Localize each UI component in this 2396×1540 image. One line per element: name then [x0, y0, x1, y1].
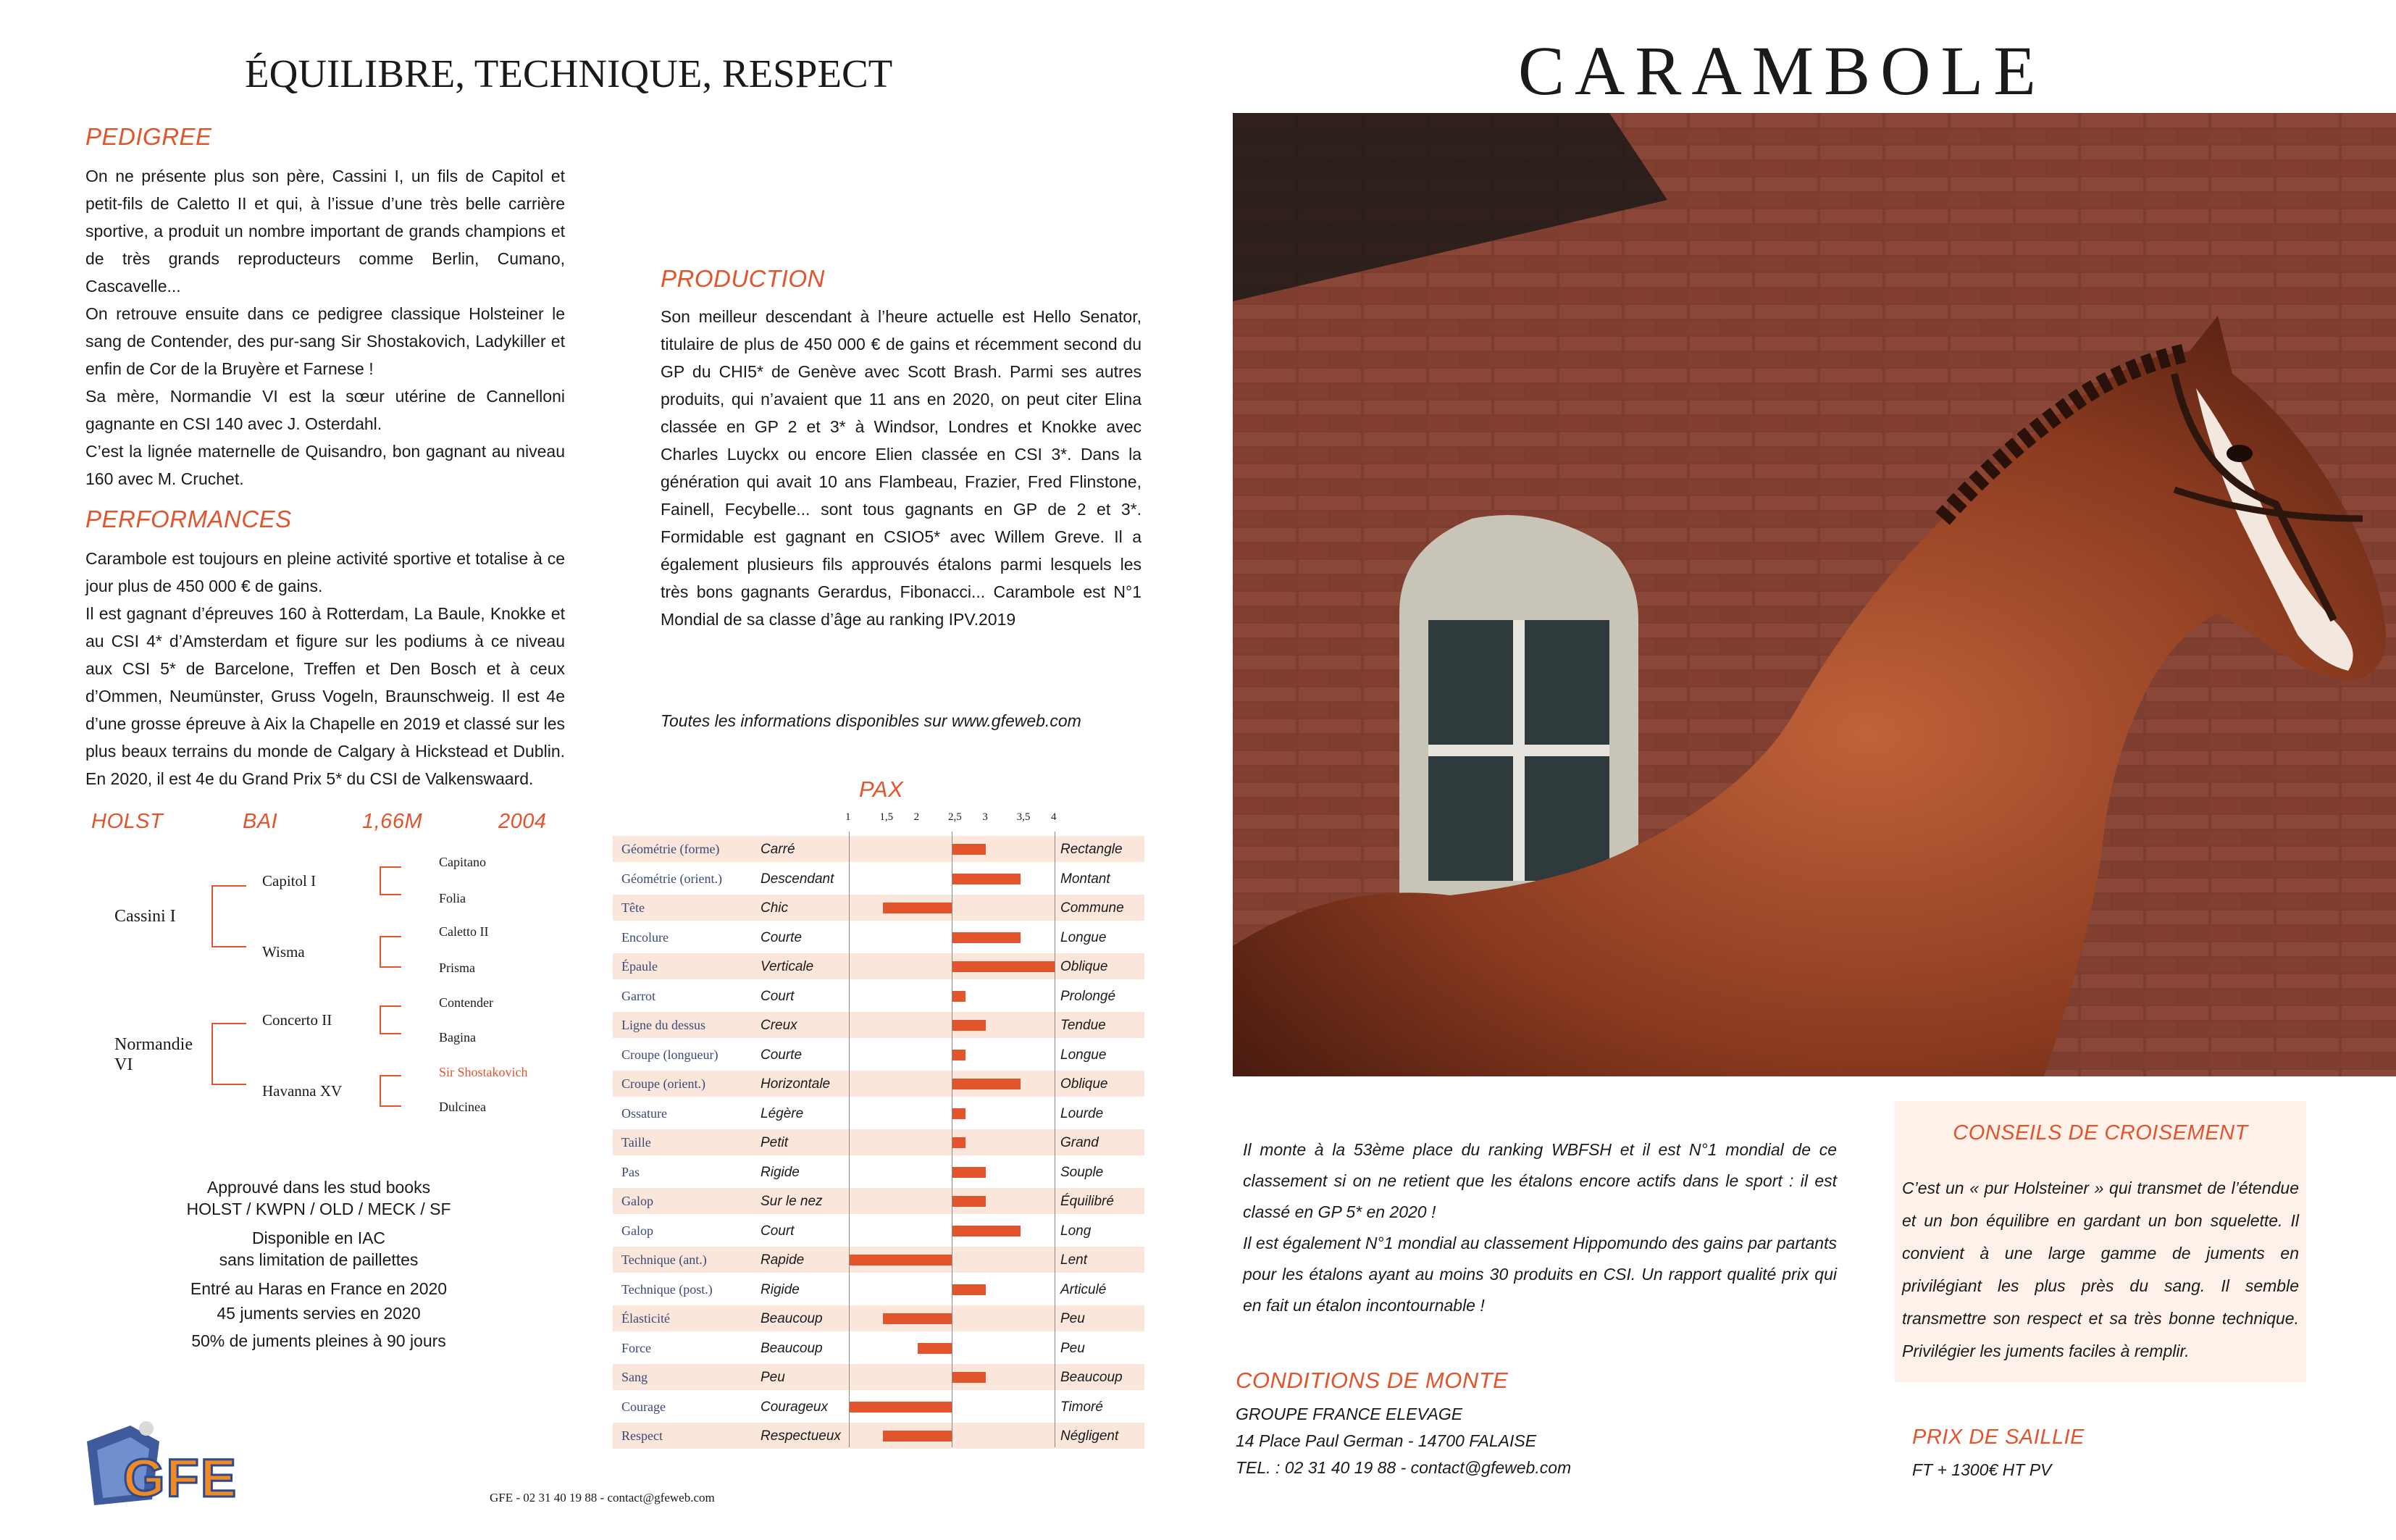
chart-row-left-term: Rapide [761, 1252, 805, 1268]
chart-row [613, 1423, 1144, 1449]
chart-tick-label: 3,5 [1016, 811, 1031, 823]
ranking-paragraph: Il est également N°1 mondial au classement Hippomundo des gains par partants pour les étalons ayant au moins 30 produits en CSI. Un rapport qualité prix qui en fait un étalon incontournable ! [1243, 1234, 1837, 1315]
chart-row-left-term: Courte [761, 1047, 803, 1063]
advice-text: C’est un « pur Holsteiner » qui transmet de l’étendue et un bon équilibre en gardant un bon squelette. Il convient à une large gamme de juments en privilégiant les plus près du sang. Il semble transmettre son respect et sa très bonne technique. Privilégier les juments faciles à remplir. [1902, 1179, 2299, 1360]
sire-bracket [211, 885, 223, 947]
pedigree-paragraph: On ne présente plus son père, Cassini I, un fils de Capitol et petit-fils de Caletto II et qui, à l’issue d’une très belle carrière sportive, a produit un nombre important de grands champions et de très grands reproducteurs comme Berlin, Cumano, Cascavelle... [85, 167, 565, 296]
height: 1,66M [362, 810, 423, 833]
chart-bar [918, 1343, 952, 1354]
chart-row-left-term: Respectueux [761, 1428, 841, 1444]
chart-bar [952, 1108, 965, 1119]
chart-row-right-term: Lent [1060, 1252, 1087, 1268]
chart-row-label: Ossature [621, 1105, 667, 1121]
chart-row-right-term: Long [1060, 1223, 1092, 1239]
page-subtitle: ÉQUILIBRE, TECHNIQUE, RESPECT [245, 51, 893, 96]
info-line: Toutes les informations disponibles sur www.gfeweb.com [661, 711, 1081, 730]
chart-row [613, 1305, 1144, 1331]
chart-tick-label: 2 [913, 811, 920, 823]
chart-bar [952, 1020, 986, 1031]
chart-row-label: Géométrie (orient.) [621, 871, 722, 886]
chart-row-label: Encolure [621, 929, 669, 945]
chart-row-label: Épaule [621, 959, 658, 974]
sire-sire-name: Capitol I [262, 872, 317, 890]
production-text: Son meilleur descendant à l’heure actuelle est Hello Senator, titulaire de plus de 450 000 € de gains et récemment second du GP du CHI5* de Genève avec Scott Brash. Parmi ses autres produits, qui n’avaient que 11 ans en 2020, on peut citer Elina classée en GP 2 et 3* à Windsor, Londres et Knokke avec Charles Luyckx ou encore Elien classée en CSI 3*. Dans la génération qui avait 10 ans Flambeau, Frazier, Fred Flinstone, Fainell, Fecybelle... sont tous gagnants en GP de 2 et 3*. Formidable est gagnant en CSIO5* avec Willem Greve. Il a également plusieurs fils approuvés étalons parmi lesquels les très bons gagnants Gerardus, Fibonacci... Carambole est N°1 Mondial de sa classe d’âge au ranking IPV.2019 [661, 307, 1142, 629]
chart-bar [952, 932, 1021, 943]
chart-row-left-term: Courageux [761, 1399, 828, 1415]
chart-row-label: Technique (post.) [621, 1281, 713, 1297]
chart-bar [952, 1079, 1021, 1089]
conditions-line: 14 Place Paul German - 14700 FALAISE [1236, 1431, 1537, 1450]
sire-dam-name: Wisma [262, 943, 305, 961]
footer-contact: GFE - 02 31 40 19 88 - contact@gfeweb.com [490, 1491, 715, 1505]
performances-paragraph: Carambole est toujours en pleine activité sportive et totalise à ce jour plus de 450 000 € de gains. [85, 549, 565, 595]
chart-row [613, 1071, 1144, 1097]
dam-dam-name: Havanna XV [262, 1082, 343, 1100]
sire-bracket-bottom [222, 946, 246, 947]
pedigree-text [85, 162, 565, 493]
chart-row [613, 953, 1144, 979]
chart-row-left-term: Peu [761, 1370, 785, 1385]
chart-tick-label: 3 [982, 811, 988, 823]
chart-row-label: Technique (ant.) [621, 1252, 707, 1267]
chart-bar [883, 903, 952, 913]
chart-bar [849, 1255, 952, 1265]
performances-paragraph: Il est gagnant d’épreuves 160 à Rotterdam, La Baule, Knokke et au CSI 4* d’Amsterdam et figure sur les podiums à ce niveau aux CSI 5* de Barcelone, Treffen et Den Bosch et à ceux d’Ommen, Neumünster, Gruss Vogeln, Braunschweig. Il est 4e d’une grosse épreuve à Aix la Chapelle en 2019 et classé sur les plus beaux terrains du monde de Calgary à Hickstead et Dublin. En 2020, il est 4e du Grand Prix 5* du CSI de Valkenswaard. [85, 604, 565, 788]
approval-line: Entré au Haras en France en 2020 [190, 1279, 448, 1298]
chart-bar [952, 991, 965, 1002]
chart-row [613, 983, 1144, 1009]
chart-bar [952, 961, 1055, 972]
chart-row-label: Ligne du dessus [621, 1018, 705, 1032]
g3-bracket-1 [380, 866, 401, 895]
performances-text-col1 [85, 545, 565, 788]
chart-row-right-term: Beaucoup [1060, 1370, 1123, 1385]
gfe-logo-text: GFE [123, 1448, 238, 1508]
chart-row-left-term: Court [761, 1223, 795, 1239]
production-heading: PRODUCTION [661, 265, 825, 292]
pedigree-paragraph: On retrouve ensuite dans ce pedigree classique Holsteiner le sang de Contender, des pur-sang Sir Shostakovich, Ladykiller et enfin de Cor de la Bruyère et Farnese ! [85, 304, 565, 378]
chart-row-right-term: Prolongé [1060, 988, 1116, 1004]
conditions-lines [1236, 1401, 1571, 1481]
chart-row-left-term: Beaucoup [761, 1340, 823, 1356]
chart-row-label: Croupe (longueur) [621, 1047, 719, 1062]
chart-row [613, 1364, 1144, 1390]
chart-bar [952, 874, 1021, 884]
chart-row-label: Pas [621, 1164, 640, 1179]
chart-tick-label: 1 [845, 811, 851, 823]
g3-name: Contender [439, 995, 493, 1010]
chart-row-left-term: Verticale [761, 959, 814, 974]
advice-heading: CONSEILS DE CROISEMENT [1953, 1121, 2248, 1144]
approval-line: sans limitation de paillettes [219, 1250, 419, 1269]
chart-row-left-term: Horizontale [761, 1076, 831, 1092]
approval-block [145, 1176, 493, 1355]
chart-row-label: Force [621, 1340, 651, 1355]
sire-name: Cassini I [114, 907, 176, 926]
ranking-paragraph: Il monte à la 53ème place du ranking WBFSH et il est N°1 mondial de ce classement si on ne retient que les étalons encore actifs dans le sport : il est classé en GP 5* en 2020 ! [1243, 1140, 1837, 1221]
chart-row-right-term: Timoré [1060, 1399, 1103, 1415]
chart-row [613, 1129, 1144, 1155]
chart-row-left-term: Chic [761, 900, 789, 916]
chart-row-label: Galop [621, 1194, 653, 1208]
chart-tick-label: 2,5 [948, 811, 962, 823]
horse-photo [1233, 113, 2396, 1076]
dam-bracket-bottom [222, 1084, 246, 1085]
approval-line: 45 juments servies en 2020 [217, 1304, 421, 1323]
chart-row-right-term: Oblique [1060, 959, 1108, 974]
chart-row-right-term: Équilibré [1060, 1194, 1114, 1209]
chart-tick-label: 4 [1051, 811, 1057, 823]
horse-name-title: CARAMBOLE [1518, 32, 2046, 109]
chart-row-right-term: Rectangle [1060, 842, 1123, 857]
chart-bar [952, 1167, 986, 1178]
chart-bar [952, 1226, 1021, 1236]
g3-bracket-2 [380, 936, 401, 968]
g3-name: Prisma [439, 961, 476, 975]
chart-row-right-term: Longue [1060, 929, 1107, 945]
chart-bar [952, 1137, 965, 1148]
chart-row-left-term: Rigide [761, 1164, 800, 1180]
performances-heading: PERFORMANCES [85, 506, 292, 532]
chart-row-left-term: Beaucoup [761, 1311, 823, 1326]
chart-row-right-term: Peu [1060, 1311, 1085, 1326]
approval-line: Approuvé dans les stud books [206, 1178, 431, 1197]
breed: HOLST [91, 810, 164, 833]
chart-title: PAX [859, 777, 904, 802]
chart-row-label: Courage [621, 1399, 666, 1414]
chart-row [613, 895, 1144, 921]
g3-bracket-3 [380, 1005, 401, 1034]
chart-row [613, 1188, 1144, 1214]
ranking-text [1243, 1134, 1837, 1321]
chart-row-label: Respect [621, 1428, 663, 1443]
pedigree-paragraph: C’est la lignée maternelle de Quisandro, bon gagnant au niveau 160 avec M. Cruchet. [85, 442, 565, 488]
chart-row-label: Tête [621, 900, 645, 915]
performances-continuation [661, 162, 1142, 245]
chart-row-right-term: Commune [1060, 900, 1124, 916]
chart-row-label: Sang [621, 1370, 648, 1384]
birth-year: 2004 [498, 810, 547, 833]
chart-row-right-term: Oblique [1060, 1076, 1108, 1092]
approval-line: HOLST / KWPN / OLD / MECK / SF [186, 1200, 451, 1218]
chart-row-right-term: Tendue [1060, 1018, 1106, 1033]
pedigree-paragraph: Sa mère, Normandie VI est la sœur utérine de Cannelloni gagnante en CSI 140 avec J. Osterdahl. [85, 387, 565, 433]
g3-name-highlight: Sir Shostakovich [439, 1065, 528, 1079]
chart-row-label: Élasticité [621, 1311, 670, 1326]
chart-row-left-term: Carré [761, 842, 795, 857]
pedigree-heading: PEDIGREE [85, 123, 212, 150]
chart-row-label: Garrot [621, 988, 655, 1003]
g3-name: Caletto II [439, 924, 489, 939]
chart-row-right-term: Lourde [1060, 1105, 1104, 1121]
chart-row-left-term: Petit [761, 1135, 789, 1150]
sire-bracket-top [222, 885, 246, 887]
chart-row [613, 1042, 1144, 1068]
chart-row [613, 836, 1144, 862]
chart-bar [883, 1431, 952, 1441]
chart-bar [952, 1050, 965, 1060]
chart-row [613, 1335, 1144, 1361]
chart-bar [952, 1196, 986, 1207]
chart-row-left-term: Légère [761, 1105, 804, 1121]
conditions-line: GROUPE FRANCE ELEVAGE [1236, 1405, 1463, 1423]
dam-bracket-top [222, 1023, 246, 1024]
chart-row-left-term: Rigide [761, 1281, 800, 1297]
chart-left-divider [849, 832, 850, 1447]
chart-row [613, 1276, 1144, 1302]
chart-row [613, 924, 1144, 950]
price-value: FT + 1300€ HT PV [1912, 1460, 2052, 1479]
approval-line: Disponible en IAC [251, 1229, 386, 1247]
chart-row-label: Galop [621, 1223, 653, 1238]
chart-row-left-term: Sur le nez [761, 1194, 823, 1209]
dam-sire-name: Concerto II [262, 1011, 332, 1029]
gfe-logo [80, 1413, 254, 1514]
dam-name: Normandie VI [114, 1035, 193, 1074]
chart-row-left-term: Court [761, 988, 795, 1004]
chart-row [613, 1100, 1144, 1126]
chart-row-right-term: Grand [1060, 1135, 1099, 1150]
chart-row [613, 1012, 1144, 1038]
conditions-heading: CONDITIONS DE MONTE [1236, 1368, 1509, 1393]
chart-row-right-term: Négligent [1060, 1428, 1119, 1444]
g3-name: Capitano [439, 855, 486, 869]
g3-name: Dulcinea [439, 1100, 486, 1114]
chart-row-left-term: Courte [761, 929, 803, 945]
advice-box [1895, 1101, 2306, 1382]
coat-color: BAI [243, 810, 278, 833]
chart-row-label: Géométrie (forme) [621, 842, 720, 856]
g3-name: Bagina [439, 1030, 476, 1045]
chart-row [613, 866, 1144, 892]
chart-row [613, 1394, 1144, 1420]
g3-name: Folia [439, 891, 466, 905]
conditions-line: TEL. : 02 31 40 19 88 - contact@gfeweb.com [1236, 1458, 1572, 1477]
chart-row [613, 1159, 1144, 1185]
chart-bar [952, 1284, 986, 1295]
horse-illustration [1233, 113, 2396, 1076]
chart-bar [849, 1402, 952, 1413]
chart-tick-label: 1,5 [879, 811, 894, 823]
approval-line: 50% de juments pleines à 90 jours [191, 1331, 446, 1350]
dam-bracket [211, 1023, 223, 1085]
chart-row-left-term: Creux [761, 1018, 797, 1033]
chart-row-label: Croupe (orient.) [621, 1076, 705, 1091]
chart-row-right-term: Montant [1060, 871, 1110, 887]
chart-row [613, 1218, 1144, 1244]
chart-row-right-term: Peu [1060, 1340, 1085, 1356]
chart-row-left-term: Descendant [761, 871, 834, 887]
chart-row [613, 1247, 1144, 1273]
chart-row-right-term: Souple [1060, 1164, 1104, 1180]
g3-bracket-4 [380, 1075, 401, 1107]
price-heading: PRIX DE SAILLIE [1912, 1426, 2085, 1449]
chart-bar [952, 1372, 986, 1383]
chart-bar [883, 1313, 952, 1324]
chart-row-label: Taille [621, 1135, 651, 1150]
chart-row-right-term: Longue [1060, 1047, 1107, 1063]
chart-bar [952, 844, 986, 855]
chart-row-right-term: Articulé [1060, 1281, 1107, 1297]
